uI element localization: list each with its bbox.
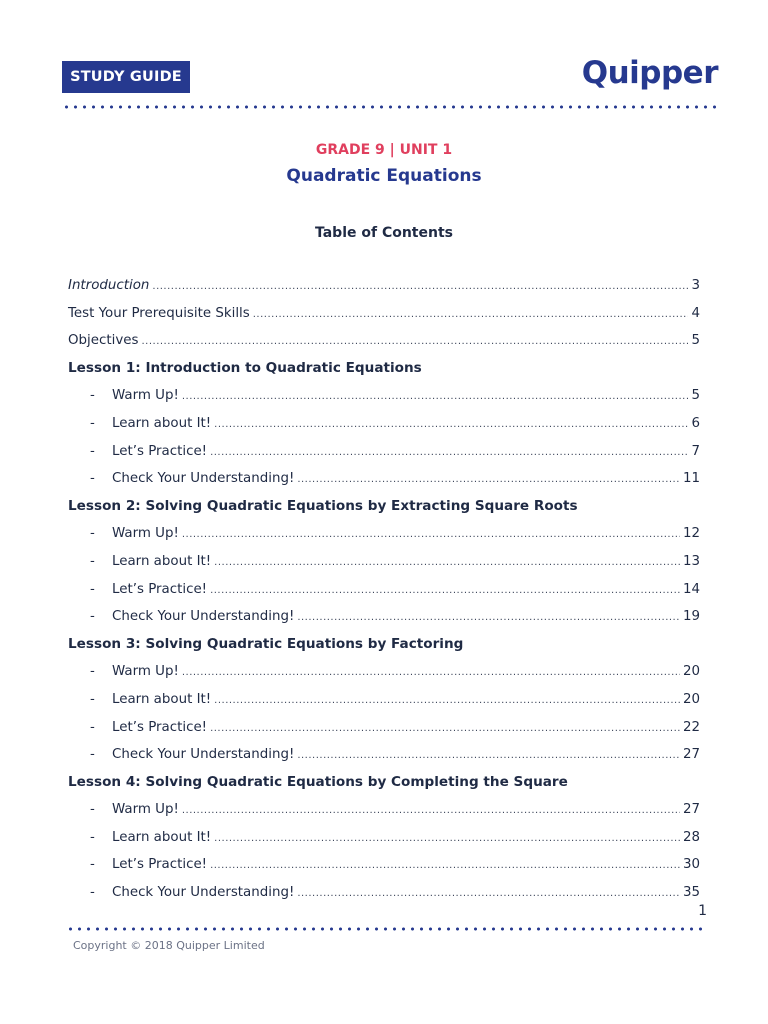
toc-page-number: 30 bbox=[682, 857, 700, 873]
toc-entry bbox=[68, 686, 700, 714]
toc-page-number: 5 bbox=[691, 333, 700, 349]
toc-bullet: - bbox=[90, 664, 95, 680]
toc-entry bbox=[68, 548, 700, 576]
grade-unit-label: GRADE 9 | UNIT 1 bbox=[315, 142, 453, 158]
toc-entry-label: Lesson 1: Introduction to Quadratic Equations bbox=[68, 359, 422, 376]
toc-page-number: 12 bbox=[682, 526, 700, 542]
toc-entry bbox=[68, 741, 700, 769]
toc-entry-label: Learn about It! bbox=[112, 415, 212, 431]
toc-page-number: 13 bbox=[682, 553, 700, 569]
toc-bullet: - bbox=[90, 857, 95, 873]
toc-entry bbox=[68, 382, 700, 410]
toc-dot-leader bbox=[141, 328, 688, 356]
header-dotted-divider bbox=[62, 105, 718, 109]
table-of-contents bbox=[68, 272, 700, 907]
toc-dot-leader bbox=[182, 797, 680, 825]
toc-entry-label: Check Your Understanding! bbox=[112, 885, 295, 901]
toc-entry-label: Check Your Understanding! bbox=[112, 747, 295, 763]
toc-entry-label: Warm Up! bbox=[112, 664, 179, 680]
toc-entry-label: Learn about It! bbox=[112, 553, 212, 569]
quipper-logo: Quipper bbox=[581, 55, 718, 91]
study-guide-badge: STUDY GUIDE bbox=[62, 61, 190, 93]
toc-entry-label: Let’s Practice! bbox=[112, 581, 208, 597]
toc-bullet: - bbox=[90, 471, 95, 487]
toc-entry-label: Test Your Prerequisite Skills bbox=[68, 305, 250, 321]
toc-entry bbox=[68, 520, 700, 548]
toc-bullet: - bbox=[90, 802, 95, 818]
toc-bullet: - bbox=[90, 609, 95, 625]
toc-entry-label: Let’s Practice! bbox=[112, 857, 208, 873]
toc-entry-label: Lesson 3: Solving Quadratic Equations by Factoring bbox=[68, 635, 464, 652]
toc-dot-leader bbox=[297, 604, 680, 632]
toc-entry bbox=[68, 410, 700, 438]
toc-dot-leader bbox=[152, 273, 688, 301]
copyright-notice: Copyright © 2018 Quipper Limited bbox=[73, 939, 265, 952]
toc-entry bbox=[68, 576, 700, 604]
toc-entry-label: Objectives bbox=[68, 333, 139, 349]
toc-page-number: 19 bbox=[682, 609, 700, 625]
toc-entry-label: Learn about It! bbox=[112, 691, 212, 707]
toc-entry-label: Warm Up! bbox=[112, 388, 179, 404]
toc-entry bbox=[68, 272, 700, 300]
toc-dot-leader bbox=[214, 825, 680, 853]
toc-lesson-heading bbox=[68, 631, 700, 659]
toc-dot-leader bbox=[214, 411, 688, 439]
toc-entry bbox=[68, 796, 700, 824]
toc-lesson-heading bbox=[68, 493, 700, 521]
toc-bullet: - bbox=[90, 553, 95, 569]
toc-heading: Table of Contents bbox=[314, 225, 453, 241]
toc-page-number: 5 bbox=[691, 388, 700, 404]
toc-entry-label: Introduction bbox=[68, 278, 150, 293]
toc-lesson-heading bbox=[68, 769, 700, 797]
toc-dot-leader bbox=[297, 880, 680, 908]
toc-entry-label: Learn about It! bbox=[112, 829, 212, 845]
toc-entry-label: Warm Up! bbox=[112, 526, 179, 542]
toc-page-number: 22 bbox=[682, 719, 700, 735]
toc-bullet: - bbox=[90, 691, 95, 707]
toc-dot-leader bbox=[210, 715, 680, 743]
toc-dot-leader bbox=[253, 301, 689, 329]
toc-dot-leader bbox=[297, 742, 680, 770]
toc-dot-leader bbox=[214, 687, 680, 715]
toc-entry bbox=[68, 879, 700, 907]
toc-dot-leader bbox=[210, 439, 688, 467]
toc-bullet: - bbox=[90, 388, 95, 404]
toc-page-number: 6 bbox=[691, 415, 700, 431]
toc-lesson-heading bbox=[68, 355, 700, 383]
toc-bullet: - bbox=[90, 829, 95, 845]
footer-dotted-divider bbox=[66, 927, 708, 931]
toc-entry bbox=[68, 327, 700, 355]
toc-entry bbox=[68, 824, 700, 852]
toc-entry bbox=[68, 300, 700, 328]
toc-page-number: 35 bbox=[682, 885, 700, 901]
toc-dot-leader bbox=[182, 383, 689, 411]
toc-entry bbox=[68, 851, 700, 879]
toc-bullet: - bbox=[90, 526, 95, 542]
page-number: 1 bbox=[698, 903, 707, 919]
toc-entry-label: Check Your Understanding! bbox=[112, 609, 295, 625]
toc-page-number: 20 bbox=[682, 664, 700, 680]
toc-page-number: 20 bbox=[682, 691, 700, 707]
toc-bullet: - bbox=[90, 719, 95, 735]
toc-page-number: 11 bbox=[682, 471, 700, 487]
toc-page-number: 7 bbox=[691, 443, 700, 459]
toc-entry bbox=[68, 714, 700, 742]
toc-dot-leader bbox=[214, 549, 680, 577]
unit-title: Quadratic Equations bbox=[286, 166, 482, 186]
toc-entry-label: Let’s Practice! bbox=[112, 443, 208, 459]
toc-bullet: - bbox=[90, 443, 95, 459]
toc-page-number: 28 bbox=[682, 829, 700, 845]
toc-bullet: - bbox=[90, 581, 95, 597]
toc-page-number: 3 bbox=[691, 278, 700, 293]
toc-bullet: - bbox=[90, 747, 95, 763]
toc-dot-leader bbox=[182, 659, 680, 687]
toc-entry bbox=[68, 438, 700, 466]
toc-entry-label: Check Your Understanding! bbox=[112, 471, 295, 487]
toc-entry-label: Lesson 2: Solving Quadratic Equations by Extracting Square Roots bbox=[68, 497, 578, 514]
toc-bullet: - bbox=[90, 885, 95, 901]
toc-entry bbox=[68, 658, 700, 686]
toc-entry bbox=[68, 465, 700, 493]
toc-page-number: 27 bbox=[682, 802, 700, 818]
toc-entry-label: Warm Up! bbox=[112, 802, 179, 818]
toc-entry-label: Let’s Practice! bbox=[112, 719, 208, 735]
toc-page-number: 27 bbox=[682, 747, 700, 763]
toc-entry-label: Lesson 4: Solving Quadratic Equations by Completing the Square bbox=[68, 773, 568, 790]
toc-dot-leader bbox=[210, 577, 680, 605]
toc-page-number: 14 bbox=[682, 581, 700, 597]
toc-dot-leader bbox=[297, 466, 680, 494]
toc-dot-leader bbox=[182, 521, 680, 549]
toc-entry bbox=[68, 603, 700, 631]
toc-bullet: - bbox=[90, 415, 95, 431]
toc-page-number: 4 bbox=[691, 305, 700, 321]
toc-dot-leader bbox=[210, 852, 680, 880]
